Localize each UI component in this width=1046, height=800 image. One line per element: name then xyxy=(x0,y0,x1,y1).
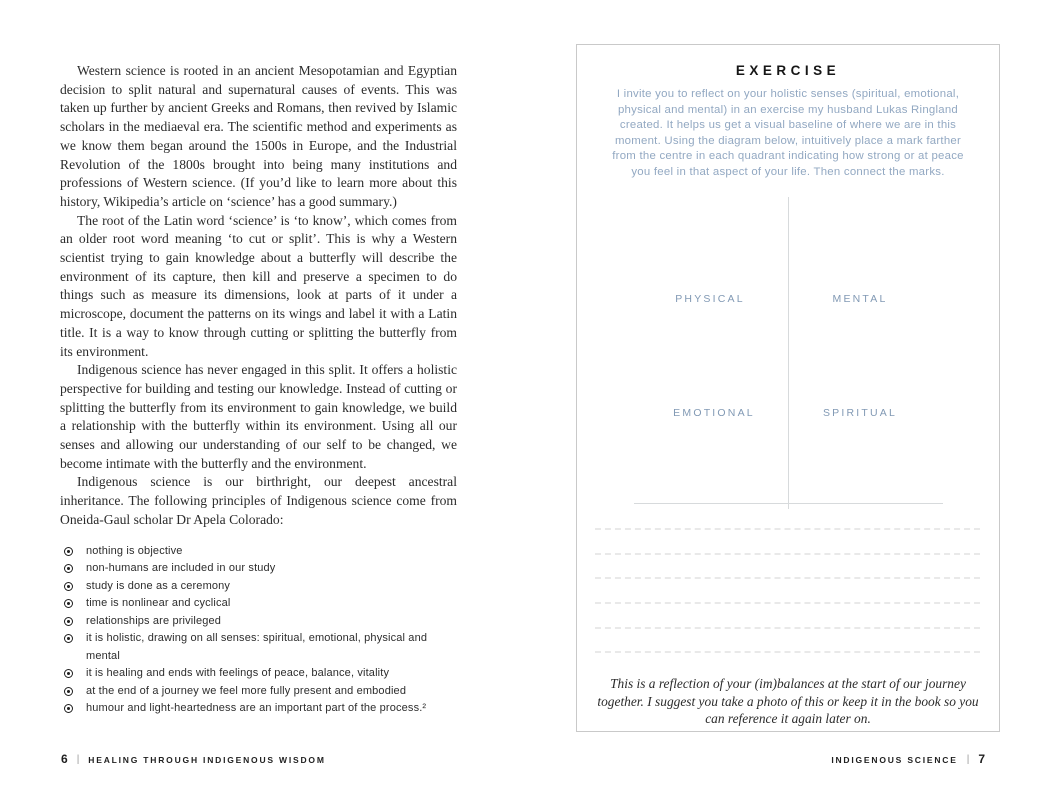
bullet-item xyxy=(64,683,457,701)
circled-dot-bullet-icon xyxy=(64,617,73,626)
running-head: INDIGENOUS SCIENCE xyxy=(831,754,958,765)
bullet-item xyxy=(64,595,457,613)
bullet-text: it is holistic, drawing on all senses: spiritual, emotional, physical and mental xyxy=(86,632,428,662)
circled-dot-bullet-icon xyxy=(64,599,73,608)
circled-dot-bullet-icon xyxy=(64,687,73,696)
writing-lines xyxy=(595,528,980,676)
exercise-title: EXERCISE xyxy=(735,63,841,78)
left-page-footer xyxy=(61,752,326,766)
quadrant-label-emotional: EMOTIONAL xyxy=(673,407,755,419)
circled-dot-bullet-icon xyxy=(64,704,73,713)
bullet-text: study is done as a ceremony xyxy=(86,579,231,592)
bullet-item xyxy=(64,543,457,561)
circled-dot-bullet-icon xyxy=(64,634,73,643)
bullet-text: relationships are privileged xyxy=(86,614,222,627)
circled-dot-bullet-icon xyxy=(64,564,73,573)
writing-line xyxy=(595,553,980,555)
bullet-text: at the end of a journey we feel more fully present and embodied xyxy=(86,684,407,697)
exercise-instructions: I invite you to reflect on your holistic senses (spiritual, emotional, physical and mental) in an exercise my husband Lukas Ringland created. It helps us get a visual baseline of where we are in this moment. Using the diagram below, intuitively place a mark farther from the centre in each quadrant indicating how strong or at peace you feel in that aspect of your life. Then connect the marks. xyxy=(612,88,964,178)
body-paragraph: Indigenous science is our birthright, our deepest ancestral inheritance. The following principles of Indigenous science come from Oneida-Gaul scholar Dr Apela Colorado: xyxy=(60,474,457,527)
right-page-footer xyxy=(831,752,985,766)
page-number: 7 xyxy=(978,752,985,766)
bullet-item xyxy=(64,700,457,718)
body-paragraph: Indigenous science has never engaged in this split. It offers a holistic perspective for building and testing our knowledge. Instead of cutting or splitting the butterfly from its environment to gain knowledge, we build a relationship with the butterfly within its environment. Using all our senses and allowing our understanding of our self to be changed, we become intimate with the butterfly and the environment. xyxy=(60,362,457,471)
writing-line xyxy=(595,602,980,604)
exercise-box xyxy=(576,44,1000,732)
footer-separator: | xyxy=(76,753,80,765)
bullet-item xyxy=(64,665,457,683)
bullet-text: it is healing and ends with feelings of peace, balance, vitality xyxy=(86,667,390,680)
circled-dot-bullet-icon xyxy=(64,669,73,678)
quadrant-label-spiritual: SPIRITUAL xyxy=(822,407,898,419)
bullet-item xyxy=(64,613,457,631)
writing-line xyxy=(595,528,980,530)
bullet-text: humour and light-heartedness are an important part of the process.² xyxy=(86,702,427,715)
bullet-text: non-humans are included in our study xyxy=(86,562,276,575)
circled-dot-bullet-icon xyxy=(64,547,73,556)
left-page-body xyxy=(60,62,457,718)
body-paragraph: Western science is rooted in an ancient Mesopotamian and Egyptian decision to split natural and supernatural causes of events. This was taken up further by ancient Greeks and Romans, then revived by Islamic scholars in the mediaeval era. The scientific method and experiments as we know them began around the 1500s in Europe, and the Industrial Revolution of the 1800s brought into being many institutions and professions of Western science. (If you’d like to learn more about this history, Wikipedia’s article on ‘science’ has a good summary.) xyxy=(60,63,457,209)
page-number: 6 xyxy=(61,752,68,766)
quadrant-label-physical: PHYSICAL xyxy=(675,293,745,305)
body-paragraph: The root of the Latin word ‘science’ is ‘to know’, which comes from an older root word meaning ‘to cut or split’. This is why a Western scientist trying to gain knowledge about a butterfly will describe the environment of its capture, then kill and preserve a specimen to do things such as measure its dimensions, look at parts of it under a microscope, document the patterns on its wings and label it with a Latin title. It is a way to know through cutting or splitting the butterfly from its environment. xyxy=(60,212,457,359)
quadrant-diagram xyxy=(577,197,999,509)
bullet-item xyxy=(64,630,457,665)
quadrant-horizontal-axis xyxy=(634,503,943,504)
writing-line xyxy=(595,577,980,579)
exercise-note: This is a reflection of your (im)balances at the start of our journey together. I suggest you take a photo of this or keep it in the book so you can reference it again later on. xyxy=(597,676,979,727)
principles-bullet-list xyxy=(60,543,457,718)
writing-line xyxy=(595,651,980,653)
quadrant-label-mental: MENTAL xyxy=(832,293,888,305)
bullet-item xyxy=(64,560,457,578)
bullet-text: nothing is objective xyxy=(86,544,183,557)
footer-separator: | xyxy=(966,753,970,765)
bullet-item xyxy=(64,578,457,596)
writing-line xyxy=(595,627,980,629)
quadrant-vertical-axis xyxy=(788,197,789,509)
circled-dot-bullet-icon xyxy=(64,582,73,591)
bullet-text: time is nonlinear and cyclical xyxy=(86,597,231,610)
running-head: HEALING THROUGH INDIGENOUS WISDOM xyxy=(88,754,326,765)
